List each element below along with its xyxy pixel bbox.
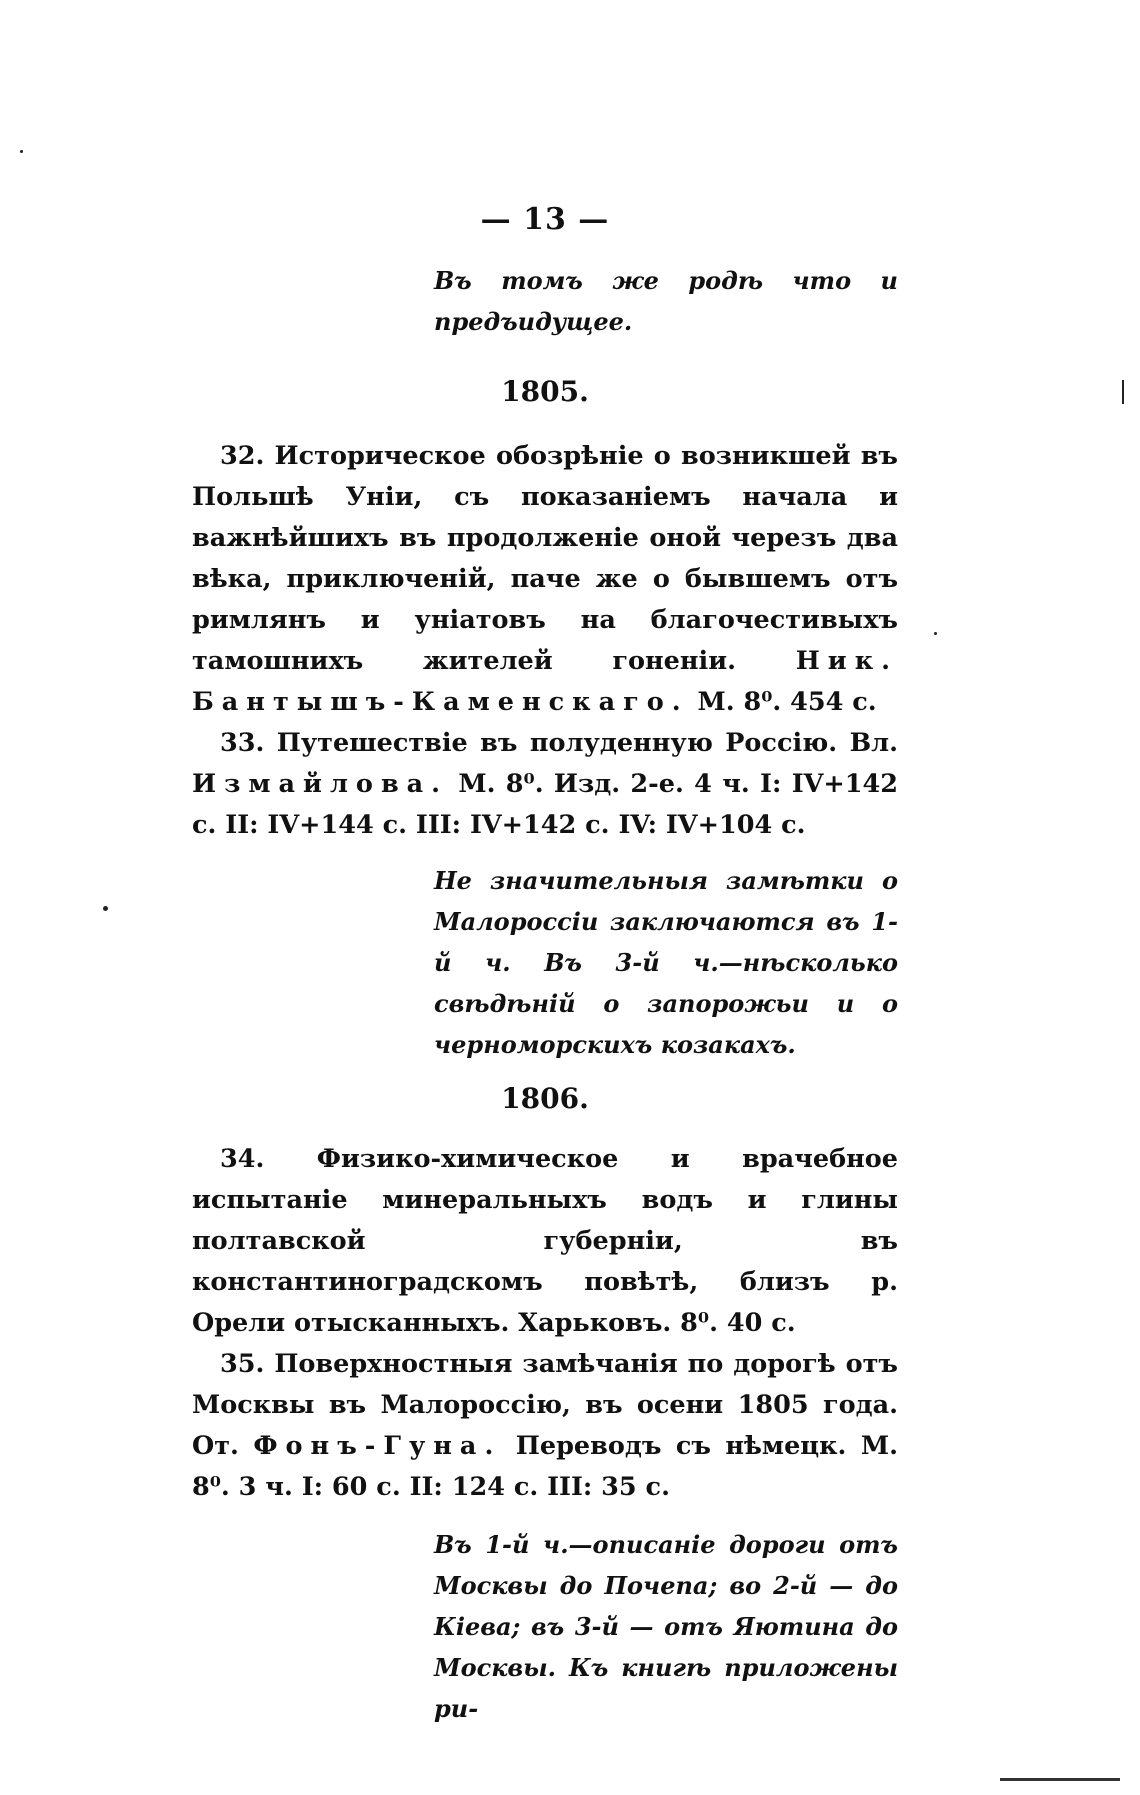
scan-speck bbox=[20, 150, 23, 153]
note-continued: Въ томъ же родѣ что и предъидущее. bbox=[434, 266, 898, 336]
entry-33-publication: М. 8⁰. Изд. 2-е. 4 ч. I: IV+142 с. II: IV+144 с. III: IV+142 с. IV: IV+104 с. bbox=[192, 769, 898, 840]
scan-edge-mark bbox=[1000, 1778, 1120, 1781]
text-column bbox=[192, 196, 898, 1729]
year-heading-1805: 1805. bbox=[501, 375, 589, 408]
entry-32 bbox=[192, 436, 898, 723]
scan-speck bbox=[934, 632, 937, 635]
entry-33-title: 33. Путешествіе въ полуденную Россію. Вл. bbox=[220, 728, 898, 758]
entry-35-author: Фонъ-Гуна. bbox=[253, 1431, 502, 1461]
scan-speck bbox=[103, 906, 108, 911]
page-number: — 13 — bbox=[480, 202, 610, 237]
entry-35 bbox=[192, 1344, 898, 1508]
year-heading-1806: 1806. bbox=[501, 1082, 589, 1115]
entry-32-publication: М. 8⁰. 454 с. bbox=[697, 687, 877, 717]
entry-35-title: 35. Поверхностныя замѣчанія по дорогѣ отъ Москвы въ Малороссію, въ осени 1805 года. От. bbox=[192, 1349, 898, 1461]
entry-33-author: Измайлова. bbox=[192, 769, 449, 799]
entry-34: 34. Физико-химическое и врачебное испытаніе минеральныхъ водъ и глины полтавской губерніи, въ константиноградскомъ повѣтѣ, близъ р. Орели отысканныхъ. Харьковъ. 8⁰. 40 с. bbox=[192, 1144, 898, 1338]
entry-32-title: 32. Историческое обозрѣніе о возникшей въ Польшѣ Уніи, съ показаніемъ начала и важнѣйшихъ въ продолженіе оной черезъ два вѣка, приключеній, паче же о бывшемъ отъ римлянъ и уніатовъ на благочестивыхъ тамошнихъ жителей гоненіи. bbox=[192, 441, 898, 676]
scan-speck bbox=[1122, 380, 1124, 404]
note-33: Не значительныя замѣтки о Малороссіи заключаются въ 1-й ч. Въ 3-й ч.—нѣсколько свѣдѣній о запорожьи и о черноморскихъ козакахъ. bbox=[434, 866, 898, 1059]
entry-33 bbox=[192, 723, 898, 846]
entry-35-publication: Переводъ съ нѣмецк. М. 8⁰. 3 ч. I: 60 с. II: 124 с. III: 35 с. bbox=[192, 1431, 898, 1502]
note-35: Въ 1-й ч.—описаніе дороги отъ Москвы до Почепа; во 2-й — до Кіева; въ 3-й — отъ Яютина до Москвы. Къ книгѣ приложены ри- bbox=[434, 1530, 898, 1723]
entry-32-author: Ник. Бантышъ-Каменскаго. bbox=[192, 646, 898, 717]
